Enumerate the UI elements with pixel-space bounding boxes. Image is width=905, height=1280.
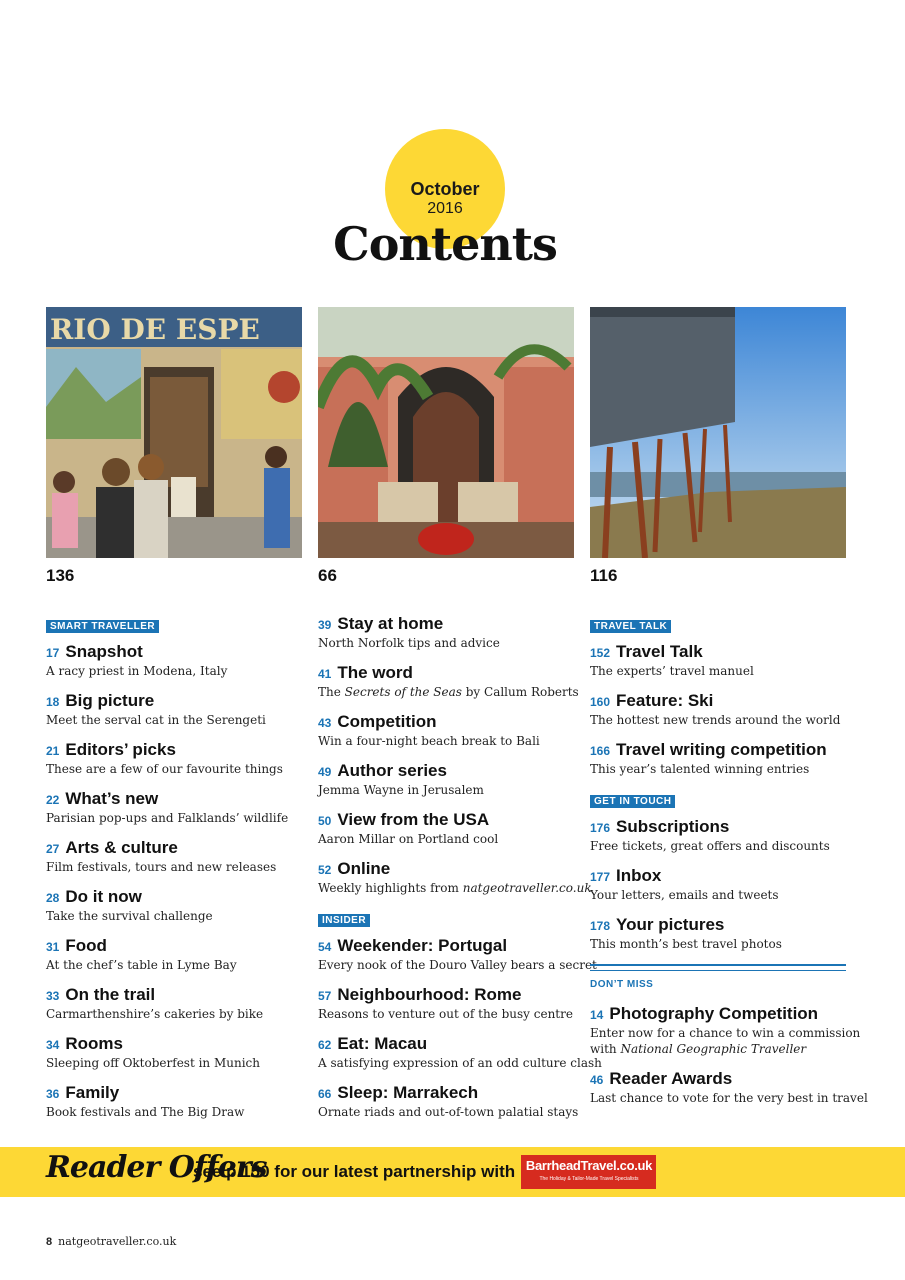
issue-year: 2016: [427, 200, 463, 217]
entry-description: This month’s best travel photos: [590, 937, 782, 951]
entry-title: On the trail: [65, 985, 156, 1004]
contents-column-1: [46, 610, 308, 1132]
entry-title: Inbox: [616, 866, 662, 885]
entry-title: Eat: Macau: [337, 1034, 428, 1053]
entry-description: Every nook of the Douro Valley bears a secret: [318, 958, 597, 972]
entry-description: Reasons to venture out of the busy centre: [318, 1007, 573, 1021]
contents-entry[interactable]: [46, 838, 308, 875]
reader-offers-text: see p.150 for our latest partnership with: [193, 1162, 516, 1181]
entry-description: Weekly highlights from natgeotraveller.co.uk: [318, 881, 592, 895]
entry-page-number: 31: [46, 940, 60, 954]
contents-entry[interactable]: [318, 1083, 580, 1120]
coastal-hotel-photo[interactable]: [590, 307, 846, 558]
contents-entry[interactable]: [46, 642, 308, 679]
entry-title: Neighbourhood: Rome: [337, 985, 522, 1004]
entry-title: Sleep: Marrakech: [337, 1083, 479, 1102]
entry-page-number: 41: [318, 667, 332, 681]
entry-description: Free tickets, great offers and discounts: [590, 839, 830, 853]
contents-entry[interactable]: [590, 866, 846, 903]
entry-page-number: 54: [318, 940, 332, 954]
photo-page-number: 66: [318, 566, 337, 585]
contents-column-3: [590, 610, 868, 1118]
contents-entry[interactable]: [46, 1034, 308, 1071]
contents-entry[interactable]: [590, 817, 846, 854]
entry-title: Editors’ picks: [65, 740, 176, 759]
entry-title: Weekender: Portugal: [337, 936, 508, 955]
entry-page-number: 36: [46, 1087, 60, 1101]
entry-title: Subscriptions: [616, 817, 730, 836]
entry-title: Online: [337, 859, 391, 878]
section-label-get-in-touch: GET IN TOUCH: [590, 795, 675, 808]
section-label-insider: INSIDER: [318, 914, 370, 927]
contents-entry[interactable]: [318, 663, 580, 700]
entry-description: Jemma Wayne in Jerusalem: [318, 783, 484, 797]
entry-title: Do it now: [65, 887, 142, 906]
entry-page-number: 50: [318, 814, 332, 828]
entry-description: Enter now for a chance to win a commission: [590, 1026, 861, 1040]
page-footer: [46, 1235, 176, 1248]
entry-page-number: 166: [590, 744, 611, 758]
entry-title: Feature: Ski: [616, 691, 714, 710]
contents-entry[interactable]: [46, 740, 308, 777]
contents-entry[interactable]: [318, 859, 592, 896]
contents-entry[interactable]: [318, 614, 580, 651]
entry-title: Travel Talk: [616, 642, 703, 661]
entry-description: These are a few of our favourite things: [46, 762, 283, 776]
reader-offers-logo: Reader Offers: [46, 1150, 267, 1185]
contents-entry[interactable]: [590, 740, 846, 777]
entry-page-number: 27: [46, 842, 60, 856]
entry-title: What’s new: [65, 789, 159, 808]
entry-page-number: 49: [318, 765, 332, 779]
entry-page-number: 18: [46, 695, 60, 709]
entry-title: Author series: [337, 761, 447, 780]
contents-entry[interactable]: [590, 1004, 861, 1057]
entry-description: Parisian pop-ups and Falklands’ wildlife: [46, 811, 289, 825]
contents-entry[interactable]: [318, 936, 597, 973]
contents-entry[interactable]: [318, 761, 580, 798]
entry-title: Competition: [337, 712, 437, 731]
entry-page-number: 66: [318, 1087, 332, 1101]
entry-page-number: 57: [318, 989, 332, 1003]
entry-description: The Secrets of the Seas by Callum Roberts: [318, 685, 579, 699]
entry-description: The experts’ travel manuel: [590, 664, 754, 678]
entry-description: Win a four-night beach break to Bali: [318, 734, 540, 748]
section-label-travel-talk: TRAVEL TALK: [590, 620, 671, 633]
svg-text:RIO DE ESPE: RIO DE ESPE: [50, 313, 260, 346]
contents-entry[interactable]: [46, 985, 308, 1022]
footer-page-number: 8: [46, 1236, 53, 1248]
entry-title: Arts & culture: [65, 838, 178, 857]
contents-entry[interactable]: [590, 691, 846, 728]
entry-title: Rooms: [65, 1034, 123, 1053]
entry-title: Big picture: [65, 691, 155, 710]
entry-title: Photography Competition: [609, 1004, 819, 1023]
entry-title: The word: [337, 663, 413, 682]
entry-page-number: 43: [318, 716, 332, 730]
contents-entry[interactable]: [46, 887, 308, 924]
contents-entry[interactable]: [46, 936, 308, 973]
entry-page-number: 14: [590, 1008, 604, 1022]
entry-page-number: 178: [590, 919, 611, 933]
issue-month: October: [410, 179, 480, 199]
brand-tagline: The Holiday & Tailor-Made Travel Specialists: [539, 1176, 639, 1182]
entry-description: Carmarthenshire’s cakeries by bike: [46, 1007, 264, 1021]
entry-description: with National Geographic Traveller: [590, 1042, 807, 1056]
contents-entry[interactable]: [46, 691, 308, 728]
entry-title: Reader Awards: [609, 1069, 733, 1088]
entry-page-number: 17: [46, 646, 60, 660]
entry-page-number: 34: [46, 1038, 60, 1052]
entry-page-number: 152: [590, 646, 611, 660]
contents-entry[interactable]: [318, 712, 580, 749]
entry-title: Stay at home: [337, 614, 444, 633]
section-divider: [590, 964, 846, 971]
entry-page-number: 46: [590, 1073, 604, 1087]
entry-description: Aaron Millar on Portland cool: [318, 832, 499, 846]
entry-description: The hottest new trends around the world: [590, 713, 841, 727]
riad-courtyard-photo[interactable]: [318, 307, 574, 558]
entry-description: Sleeping off Oktoberfest in Munich: [46, 1056, 260, 1070]
entry-title: Snapshot: [65, 642, 143, 661]
street-cafe-photo[interactable]: [46, 307, 302, 558]
contents-entry[interactable]: [590, 642, 846, 679]
entry-title: Family: [65, 1083, 120, 1102]
entry-description: This year’s talented winning entries: [590, 762, 810, 776]
entry-page-number: 176: [590, 821, 611, 835]
section-label-smart-traveller: SMART TRAVELLER: [46, 620, 159, 633]
entry-description: Ornate riads and out-of-town palatial stays: [318, 1105, 579, 1119]
contents-entry[interactable]: [590, 1069, 868, 1106]
entry-description: At the chef’s table in Lyme Bay: [46, 958, 237, 972]
entry-page-number: 160: [590, 695, 611, 709]
page-title: Contents: [333, 217, 557, 271]
entry-page-number: 33: [46, 989, 60, 1003]
contents-entry[interactable]: [318, 810, 580, 847]
entry-description: Meet the serval cat in the Serengeti: [46, 713, 266, 727]
entry-description: Book festivals and The Big Draw: [46, 1105, 245, 1119]
entry-description: Take the survival challenge: [46, 909, 213, 923]
contents-entry[interactable]: [318, 1034, 602, 1071]
contents-entry[interactable]: [318, 985, 580, 1022]
section-label-dont-miss: DON’T MISS: [590, 979, 654, 990]
entry-description: Last chance to vote for the very best in travel: [590, 1091, 868, 1105]
footer-site: natgeotraveller.co.uk: [58, 1235, 177, 1248]
contents-entry[interactable]: [590, 915, 846, 952]
contents-entry[interactable]: [46, 1083, 308, 1120]
entry-title: Your pictures: [616, 915, 725, 934]
entry-title: View from the USA: [337, 810, 490, 829]
entry-title: Travel writing competition: [616, 740, 827, 759]
photo-page-number: 116: [590, 566, 618, 585]
entry-page-number: 28: [46, 891, 60, 905]
entry-page-number: 22: [46, 793, 60, 807]
entry-description: Your letters, emails and tweets: [590, 888, 779, 902]
entry-description: A racy priest in Modena, Italy: [46, 664, 228, 678]
entry-description: Film festivals, tours and new releases: [46, 860, 277, 874]
entry-title: Food: [65, 936, 107, 955]
entry-description: North Norfolk tips and advice: [318, 636, 500, 650]
entry-page-number: 62: [318, 1038, 332, 1052]
entry-description: A satisfying expression of an odd culture clash: [318, 1056, 602, 1070]
entry-page-number: 52: [318, 863, 332, 877]
photo-page-number: 136: [46, 566, 75, 585]
entry-page-number: 39: [318, 618, 332, 632]
entry-page-number: 177: [590, 870, 611, 884]
contents-entry[interactable]: [46, 789, 308, 826]
entry-page-number: 21: [46, 744, 60, 758]
brand-name: BarrheadTravel.co.uk: [525, 1158, 653, 1173]
